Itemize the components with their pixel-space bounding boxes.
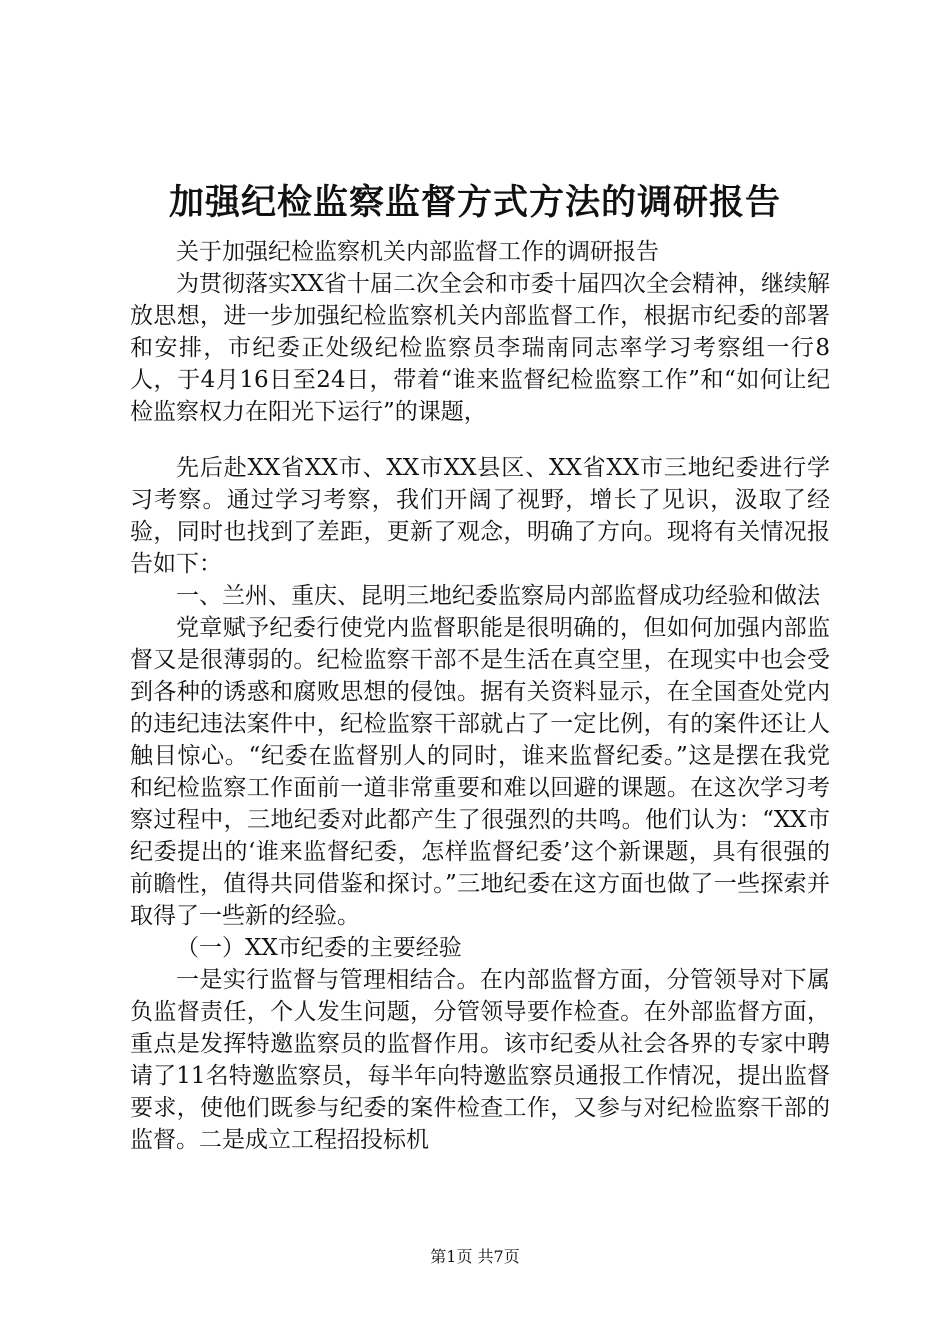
page-number: 第1页 共7页 <box>430 1247 520 1266</box>
subsection-heading-1: （一）XX市纪委的主要经验 <box>176 935 462 961</box>
document-body <box>130 236 830 1156</box>
paragraph-subtitle: 关于加强纪检监察机关内部监督工作的调研报告 <box>176 239 659 265</box>
paragraph-intro: 为贯彻落实XX省十届二次全会和市委十届四次全会精神，继续解放思想，进一步加强纪检监察机关内部监督工作，根据市纪委的部署和安排，市纪委正处级纪检监察员李瑞南同志率学习考察组一行8人，于4月16日至24日，带着“谁来监督纪检监察工作”和“如何让纪检监察权力在阳光下运行”的课题， <box>130 271 830 425</box>
section-heading-1: 一、兰州、重庆、昆明三地纪委监察局内部监督成功经验和做法 <box>176 583 820 609</box>
paragraph-experience: 一是实行监督与管理相结合。在内部监督方面，分管领导对下属负监督责任，个人发生问题，分管领导要作检查。在外部监督方面，重点是发挥特邀监察员的监督作用。该市纪委从社会各界的专家中聘请了11名特邀监察员，每半年向特邀监察员通报工作情况，提出监督要求，使他们既参与纪委的案件检查工作，又参与对纪检监察干部的监督。二是成立工程招投标机 <box>130 967 830 1153</box>
paragraph-visit: 先后赴XX省XX市、XX市XX县区、XX省XX市三地纪委进行学习考察。通过学习考察，我们开阔了视野，增长了见识，汲取了经验，同时也找到了差距，更新了观念，明确了方向。现将有关情况报告如下： <box>130 455 830 577</box>
document-title: 加强纪检监察监督方式方法的调研报告 <box>168 182 781 223</box>
paragraph-party-charter: 党章赋予纪委行使党内监督职能是很明确的，但如何加强内部监督又是很薄弱的。纪检监察干部不是生活在真空里，在现实中也会受到各种的诱惑和腐败思想的侵蚀。据有关资料显示，在全国查处党内的违纪违法案件中，纪检监察干部就占了一定比例，有的案件还让人触目惊心。“纪委在监督别人的同时，谁来监督纪委。”这是摆在我党和纪检监察工作面前一道非常重要和难以回避的课题。在这次学习考察过程中，三地纪委对此都产生了很强烈的共鸣。他们认为：“XX市纪委提出的‘谁来监督纪委，怎样监督纪委’这个新课题，具有很强的前瞻性，值得共同借鉴和探讨。”三地纪委在这方面也做了一些探索并取得了一些新的经验。 <box>130 615 830 929</box>
